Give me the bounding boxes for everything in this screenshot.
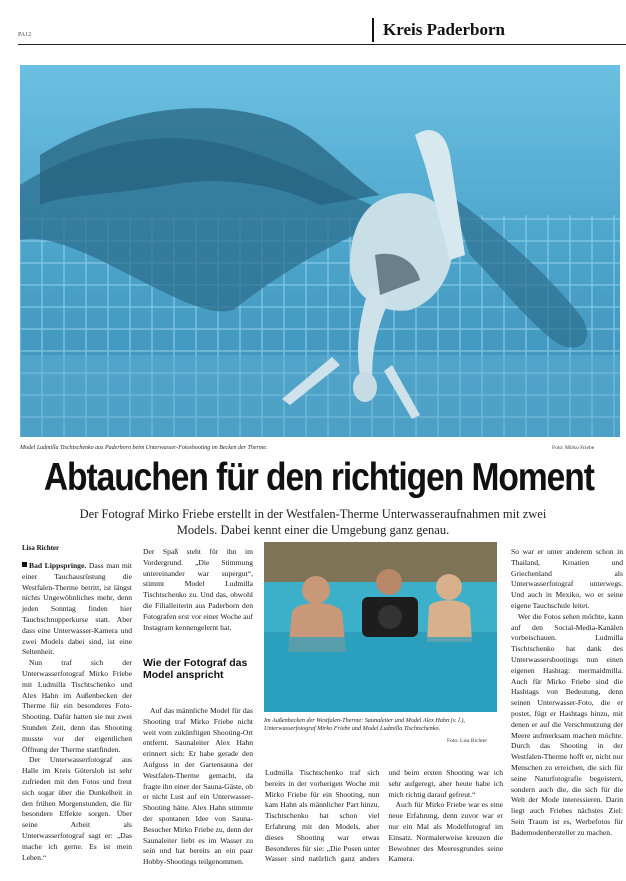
underwater-photo-illustration <box>20 65 620 437</box>
group-photo-credit: Foto: Lisa Richter <box>447 738 488 744</box>
column-1 <box>22 561 132 863</box>
paragraph: Nun traf sich der Unterwasserfotograf Mirko Friebe mit Ludmilla Tischtschenko und Alex Hahn im Außenbecken der Therme für ein besonderes Foto-Shooting. Dafür hatten sie nur zwei Stunden Zeit, denn das Shooting musste vor der eigentlichen Öffnung der Therme stattfinden. <box>22 658 132 754</box>
group-photo-caption: Im Außenbecken der Westfalen-Therme: Saunaleiter und Model Alex Hahn (v. l.), Unterwasserfotograf Mirko Friebe und Model Ludmilla Tischtschenko. <box>264 717 465 733</box>
column-3 <box>265 768 503 865</box>
paragraph: Auf das männliche Model für das Shooting traf Mirko Friebe nicht weit vom zukünftigen Shooting-Ort entfernt. Saunaleiter Alex Hahn erinnert sich: Er habe gerade den Aufguss in der Gartensauna der Westfalen-Therme gemacht, da fragte ihn einer der Sauna-Gäste, ob er nicht Lust auf ein Unterwasser-Shooting hätte. Alex Hahn stimmte der spontanen Idee von Sauna-Besucher Mirko Friebe zu, denn der Saunaleiter liebt es im Wasser zu sein und hat bereits an ein paar Hobby-Shootings teilgenommen. <box>143 706 253 867</box>
header-rule <box>18 44 626 45</box>
pool-group-photo-illustration <box>264 542 497 712</box>
main-photo-credit: Foto: Mirko Friebe <box>552 445 595 451</box>
paragraph-text: Dass man mit einer Tauchausrüstung die Westfalen-Therme betritt, ist längst nichts Ungewöhnliches mehr, denn jeden Sonntag finden hier Tauchschnupperkurse statt. Aber dass eine Unterwasser-Kamera und zwei Models dabei sind, ist eine Seltenheit. <box>22 561 132 657</box>
subheadline: Der Fotograf Mirko Friebe erstellt in der Westfalen-Therme Unterwasseraufnahmen mit zwei Models. Dabei kennt einer die Umgebung ganz genau. <box>79 507 547 537</box>
section-divider <box>372 18 374 42</box>
section-title: Kreis Paderborn <box>383 20 505 39</box>
main-photo <box>20 65 620 437</box>
intertitle: Wie der Fotograf das Model anspricht <box>143 657 248 681</box>
lead-paragraph <box>22 561 132 658</box>
page-number: PA12 <box>18 32 32 38</box>
paragraph: Wer die Fotos sehen möchte, kann auf den Social-Media-Kanälen vorbeischauen. Ludmilla Tischtschenko hat dank des Unterwassershootings nun einen eigenen Hashtag: mermaidmilla. Auch für Mirko Friebe sind die Hashtags von Bedeutung, denn seinen Unterwasser-Foto, die er postet, fügt er Hashtags hinzu, mit denen er auf die Verschmutzung der Meere aufmerksam machen möchte. Durch das Shooting in der Westfalen-Therme hofft er, nicht nur Menschen zu erreichen, die sich für seine Naturfotografie begeistern, sondern auch die, die sich für die Welt der Mode interessieren. Darin liegt auch Friebes nächstes Ziel: Sein Traum ist es, Werbefotos für Bademodenhersteller zu machen. <box>511 611 623 837</box>
paragraph: Auch für Mirko Friebe war es eine neue Erfahrung, denn zuvor war er nur ein Mal als Modelfotograf im Einsatz. Normalerweise kreuzen die Bewohner des Meeresgrundes seine Kamera. <box>388 800 503 864</box>
group-photo <box>264 542 497 712</box>
headline: Abtauchen für den richtigen Moment <box>43 456 594 499</box>
author-byline: Lisa Richter <box>22 544 60 552</box>
main-photo-caption: Model Ludmilla Tischtschenko aus Paderborn beim Unterwasser-Fotoshooting im Becken der Therme. <box>20 445 268 451</box>
square-bullet-icon <box>22 562 27 567</box>
paragraph: Der Spaß steht für ihn im Vordergrund. „Die Stimmung untereinander war supergut“, stimmt Model Ludmilla Tischtschenko zu. Und das, obwohl die Filialleiterin aus Paderborn den Fotografen erst vor einer Woche auf Instagram kennengelernt hat. <box>143 547 253 632</box>
column-4 <box>511 547 623 839</box>
paragraph: Der Unterwasserfotograf aus Halle im Kreis Gütersloh ist sehr zufrieden mit den Fotos und freut sich sogar über die Dunkelheit in den frühen Morgenstunden, die für besondere Effekte sorgen. Über seine Arbeit als Unterwasserfotograf sagt er: „Das mache ich gerne. Es ist mein Leben.“ <box>22 755 132 862</box>
paragraph: Ludmilla Tischtschenko traf sich bereits in der vorherigen Woche mit Mirko Friebe für ein Shooting, nun kam Hahn als männlicher Part hinzu. Tischtschenko hat schon viel Erfahrung mit den Models, aber dieses Shooting war etwas Besonderes für sie: „Die Posen unter Wasser sind natürlich ganz anders und beim ersten Shooting war ich sehr aufgeregt, aber heute habe ich mich richtig darauf gefreut.“ <box>265 768 503 864</box>
column-2 <box>143 547 253 633</box>
dateline: Bad Lippspringe. <box>29 561 87 570</box>
paragraph: So war er unter anderem schon in Thailand, Kroatien und Griechenland als Unterwasserfotograf unterwegs. Und auch in Mexiko, wo er seine eigene Tauchschule leitet. <box>511 547 623 610</box>
column-2-continued <box>143 706 253 868</box>
